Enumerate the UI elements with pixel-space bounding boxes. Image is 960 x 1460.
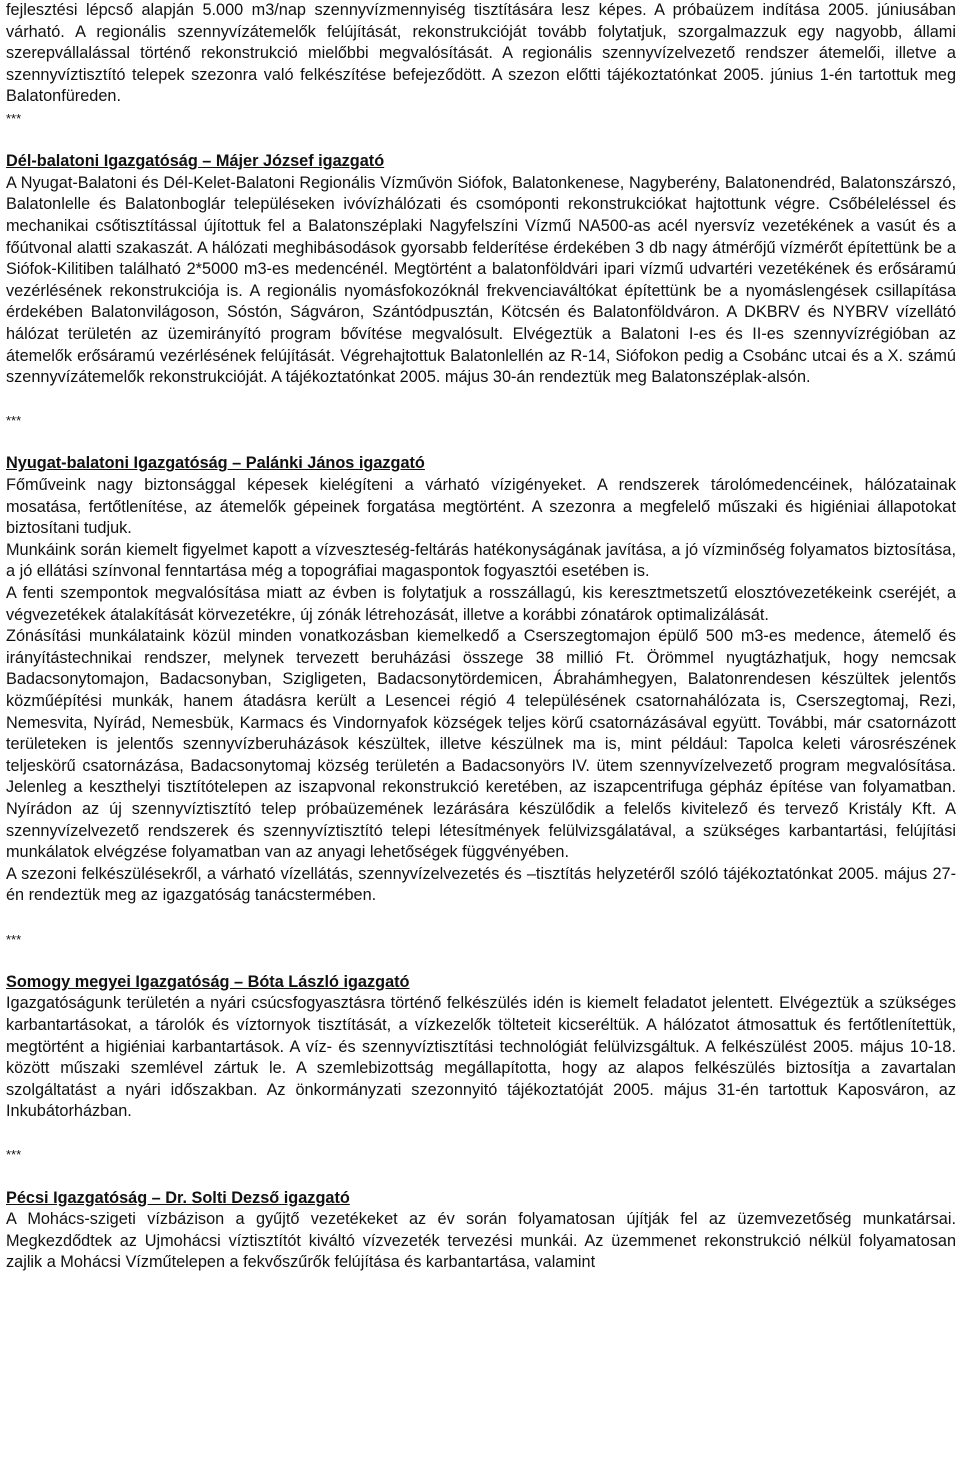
section-del-balatoni <box>6 151 956 389</box>
section-paragraph: A fenti szempontok megvalósítása miatt az évben is folytatjuk a rosszállagú, kis keresztmetszetű elosztóvezetékeink cseréjét, a végvezetékek átalakítását körvezetékre, új zónák létrehozását, illetve a korábbi zónatárok optimalizálását. <box>6 584 956 624</box>
section-heading: Somogy megyei Igazgatóság – Bóta László igazgató <box>6 972 410 991</box>
section-paragraph: Zónásítási munkálataink közül minden vonatkozásban kiemelkedő a Cserszegtomajon épülő 500 m3-es medence, átemelő és irányítástechnikai rendszer, melynek tervezett beruházási összege 38 millió Ft. Örömmel nyugtázhatjuk, hogy nemcsak Badacsonytomajon, Badacsonyban, Szigligeten, Badacsonytördemicen, Ábrahámhegyen, Balatonrendesen készültek jelentős közműépítési munkák, hanem átadásra került a Lesencei régió 4 településének csatornahálózata is, Cserszegtomaj, Rezi, Nemesvita, Nyírád, Nemesbük, Karmacs és Vindornyafok községek teljes körű csatornázásával együtt. További, már csatornázott területeken is jelentős szennyvízberuházások készültek, illetve készülnek ma is, mint például: Tapolca keleti városrészének teljeskörű csatornázása, Badacsonytomaj község területén a Badacsonyörs IV. ütem szennyvízelvezető program megvalósítása. Jelenleg a keszthelyi tisztítótelepen az iszapvonal rekonstrukció keretében, az iszapcentrifuga gépház építése van folyamatban. Nyírádon az új szennyvíztisztító telep próbaüzemének lezárására készülődik a felelős kivitelező és tervező Kristály Kft. A szennyvízelvezető rendszerek és szennyvíztisztító telepi létesítmények felülvizsgálatával, a szükséges karbantartási, felújítási munkálatok elvégzése folyamatban van az anyagi lehetőségek függvényében. <box>6 627 956 862</box>
blank-line <box>6 130 956 152</box>
section-heading: Dél-balatoni Igazgatóság – Májer József igazgató <box>6 152 385 171</box>
section-separator: *** <box>6 931 22 947</box>
intro-paragraph: fejlesztési lépcső alapján 5.000 m3/nap szennyvízmennyiség tisztítására lesz képes. A próbaüzem indítása 2005. júniusában várható. A regionális szennyvízátemelők felújítását, rekonstrukcióját tovább folytatjuk, szorgalmazzuk egy nagyobb, állami szerepvállalással történő rekonstrukció mielőbbi megvalósítását. A regionális szennyvízelvezető rendszer átemelői, illetve a szennyvíztisztító telepek szezonra való felkészítése befejeződött. A szezon előtti tájékoztatónkat 2005. június 1-én tartottuk meg Balatonfüreden. <box>6 1 956 106</box>
section-somogy <box>6 972 956 1123</box>
section-paragraph: A Nyugat-Balatoni és Dél-Kelet-Balatoni Regionális Vízművön Siófok, Balatonkenese, Nagyberény, Balatonendréd, Balatonszárszó, Balatonlelle és Balatonboglár településeken ivóvízhálózati és csomóponti rekonstrukciókat hajtottunk végre. Csőbéleléssel és mechanikai csőtisztítással újítottuk fel a Balatonszéplaki Nagyfelszíni Vízmű NA500-as acél nyersvíz vezetékének a vasút és a főútvonal alatti szakaszát. A hálózati meghibásodások gyorsabb felderítése érdekében 3 db nagy átmérőjű vízmérőt építettünk be a Siófok-Kilitiben található 2*5000 m3-es medencénél. Megtörtént a balatonföldvári ipari vízmű udvartéri vezetékének és erősáramú vezérlésének rekonstrukciója is. A regionális nyomásfokozóknál frekvenciaváltókat építettünk be a nyomáslengések csillapítása érdekében Balatonvilágoson, Sóstón, Ságváron, Szántódpusztán, Kötcsén és Balatonföldváron. A DKBRV és NYBRV vízellátó hálózat területén az üzemirányító program bővítése megvalósult. Elvégeztük a Balatoni I-es és II-es szennyvízrégióban az átemelők erősáramú vezérlésének felújítását. Végrehajtottuk Balatonlellén az R-14, Siófokon pedig a Csobánc utcai és a X. számú szennyvízátemelők rekonstrukcióját. A tájékoztatónkat 2005. május 30-án rendeztük meg Balatonszéplak-alsón. <box>6 173 956 387</box>
blank-line <box>6 1123 956 1145</box>
blank-line <box>6 389 956 411</box>
blank-line <box>6 1166 956 1188</box>
section-paragraph: A Mohács-szigeti vízbázison a gyűjtő vezetékeket az év során folyamatosan újítják fel az üzemvezetőség munkatársai. Megkezdődtek az Ujmohácsi víztisztítót kiváltó vízvezeték tervezési munkái. Az üzemmenet rekonstrukció nélkül folyamatosan zajlik a Mohácsi Vízműtelepen a fekvőszűrők felújítása és karbantartása, valamint <box>6 1210 956 1272</box>
section-nyugat-balatoni <box>6 453 956 906</box>
blank-line <box>6 432 956 454</box>
document-page <box>6 0 956 1274</box>
section-paragraph: Igazgatóságunk területén a nyári csúcsfogyasztásra történő felkészülés idén is kiemelt feladatot jelentett. Elvégeztük a szükséges karbantartásokat, a tárolók és víztornyok tisztítását, a vízkezelők tölteteit kicseréltük. A hálózatot átmosattuk és fertőtlenítettük, megtörtént a higiéniai karbantartások. A víz- és szennyvíztisztítási technológiát felülvizsgáltuk. A felkészülést 2005. május 10-18. között műszaki szemlével zártuk le. A szemlebizottság megállapította, hogy az alapos felkészülés biztosítja a zavartalan szolgáltatást a nyári időszakban. Az önkormányzati szezonnyitó tájékoztatóját 2005. május 31-én tartottuk Kaposváron, az Inkubátorházban. <box>6 994 956 1121</box>
blank-line <box>6 907 956 929</box>
section-paragraph: A szezoni felkészülésekről, a várható vízellátás, szennyvízelvezetés és –tisztítás helyzetéről szóló tájékoztatónkat 2005. május 27-én rendeztük meg az igazgatóság tanácstermében. <box>6 864 956 905</box>
section-pecsi <box>6 1188 956 1274</box>
section-paragraph: Főműveink nagy biztonsággal képesek kielégíteni a várható vízigényeket. A rendszerek tárolómedencéinek, hálózatainak mosatása, fertőtlenítése, az átemelők gépeinek forgatása megtörtént. A szezonra a megfelelő műszaki és higiéniai állapotokat biztosítani tudjuk. <box>6 476 956 538</box>
section-separator: *** <box>6 1147 22 1163</box>
section-heading: Pécsi Igazgatóság – Dr. Solti Dezső igazgató <box>6 1188 350 1207</box>
section-separator: *** <box>6 110 22 126</box>
section-paragraph: Munkáink során kiemelt figyelmet kapott a vízveszteség-feltárás hatékonyságának javítása, a jó vízminőség folyamatos biztosítása, a jó ellátási színvonal fenntartása még a topográfiai magaspontok fogyasztói esetében is. <box>6 540 956 581</box>
section-heading: Nyugat-balatoni Igazgatóság – Palánki János igazgató <box>6 454 425 473</box>
blank-line <box>6 950 956 972</box>
section-separator: *** <box>6 413 22 429</box>
